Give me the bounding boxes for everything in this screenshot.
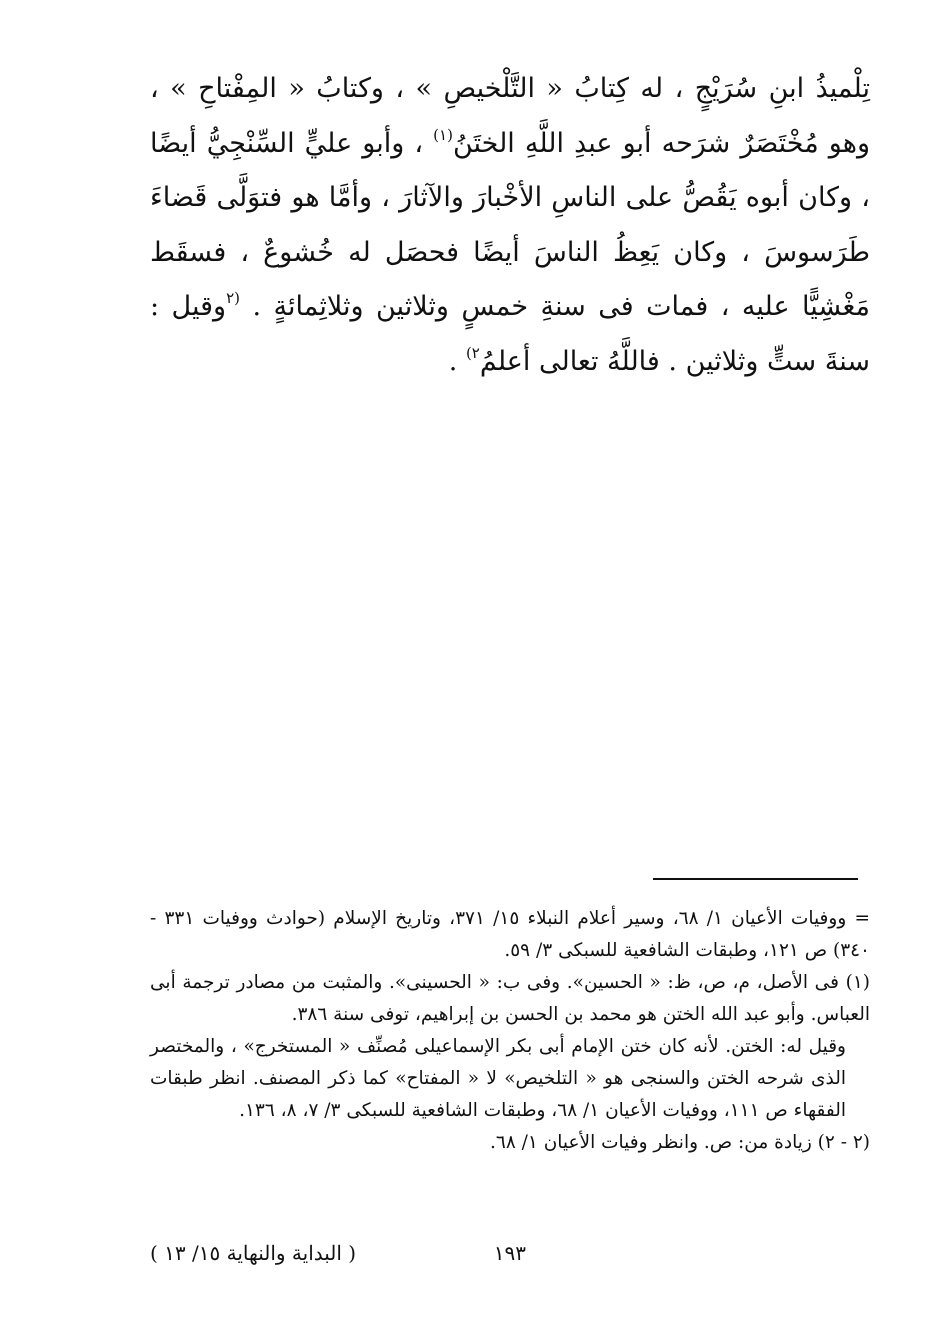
running-title: ( البداية والنهاية ١٥/ ١٣ )	[150, 1241, 357, 1265]
footnote-ref-2-close: ٢)	[465, 343, 480, 362]
page-footer	[150, 1236, 870, 1270]
footnotes	[150, 903, 870, 1159]
footnote-1-continuation: وقيل له: الختن. لأنه كان ختن الإمام أبى بكر الإسماعيلى مُصنِّف « المستخرج» ، والمختصر الذى شرحه الختن والسنجى هو « التلخيص» لا « المفتاح» كما ذكر المصنف. انظر طبقات الفقهاء ص ١١١، ووفيات الأعيان ١/ ٦٨، وطبقات الشافعية للسبكى ٣/ ٧، ٨، ١٣٦.	[150, 1036, 846, 1121]
main-text-part-2: ، وأبو عليٍّ السِّنْجِيُّ أيضًا ، وكان أبوه يَقُصُّ على الناسِ الأخْبارَ والآثارَ ، وأمَّا هو فتوَلَّى قَضاءَ طَرَسوسَ ، وكان يَعِظُ الناسَ أيضًا فحصَل له خُشوعٌ ، فسقَط مَغْشِيًّا عليه ، فمات فى سنةِ خمسٍ وثلاثين وثلاثِمائةٍ .	[150, 127, 870, 322]
page-number: ١٩٣	[493, 1241, 526, 1265]
main-text-end: .	[448, 345, 466, 377]
footnote-2: (٢ - ٢) زيادة من: ص. وانظر وفيات الأعيان ١/ ٦٨.	[490, 1132, 870, 1153]
footnote-ref-1: (١)	[433, 125, 453, 144]
main-text	[150, 62, 870, 389]
main-paragraph	[150, 62, 870, 389]
footnote-continuation: = ووفيات الأعيان ١/ ٦٨، وسير أعلام النبلاء ١٥/ ٣٧١، وتاريخ الإسلام (حوادث ووفيات ٣٣١ - ٣٤٠) ص ١٢١، وطبقات الشافعية للسبكى ٣/ ٥٩.	[150, 908, 870, 961]
main-text-part-1: تِلْميذُ ابنِ سُرَيْجٍ ، له كِتابُ « التَّلْخيصِ » ، وكتابُ « المِفْتاحِ » ، وهو مُخْتَصَرٌ شرَحه أبو عبدِ اللَّهِ الختَنُ	[150, 73, 870, 159]
footnote-ref-2-open: (٢	[226, 289, 241, 307]
footnote-1: (١) فى الأصل، م، ص، ظ: « الحسين». وفى ب: « الحسينى». والمثبت من مصادر ترجمة أبى العباس. وأبو عبد الله الختن هو محمد بن الحسن بن إبراهيم، توفى سنة ٣٨٦.	[150, 972, 870, 1025]
footnote-separator	[653, 878, 858, 880]
main-text-part-3: وقيل : سنةَ ستٍّ وثلاثين . فاللَّهُ تعالى أعلمُ	[150, 291, 870, 377]
